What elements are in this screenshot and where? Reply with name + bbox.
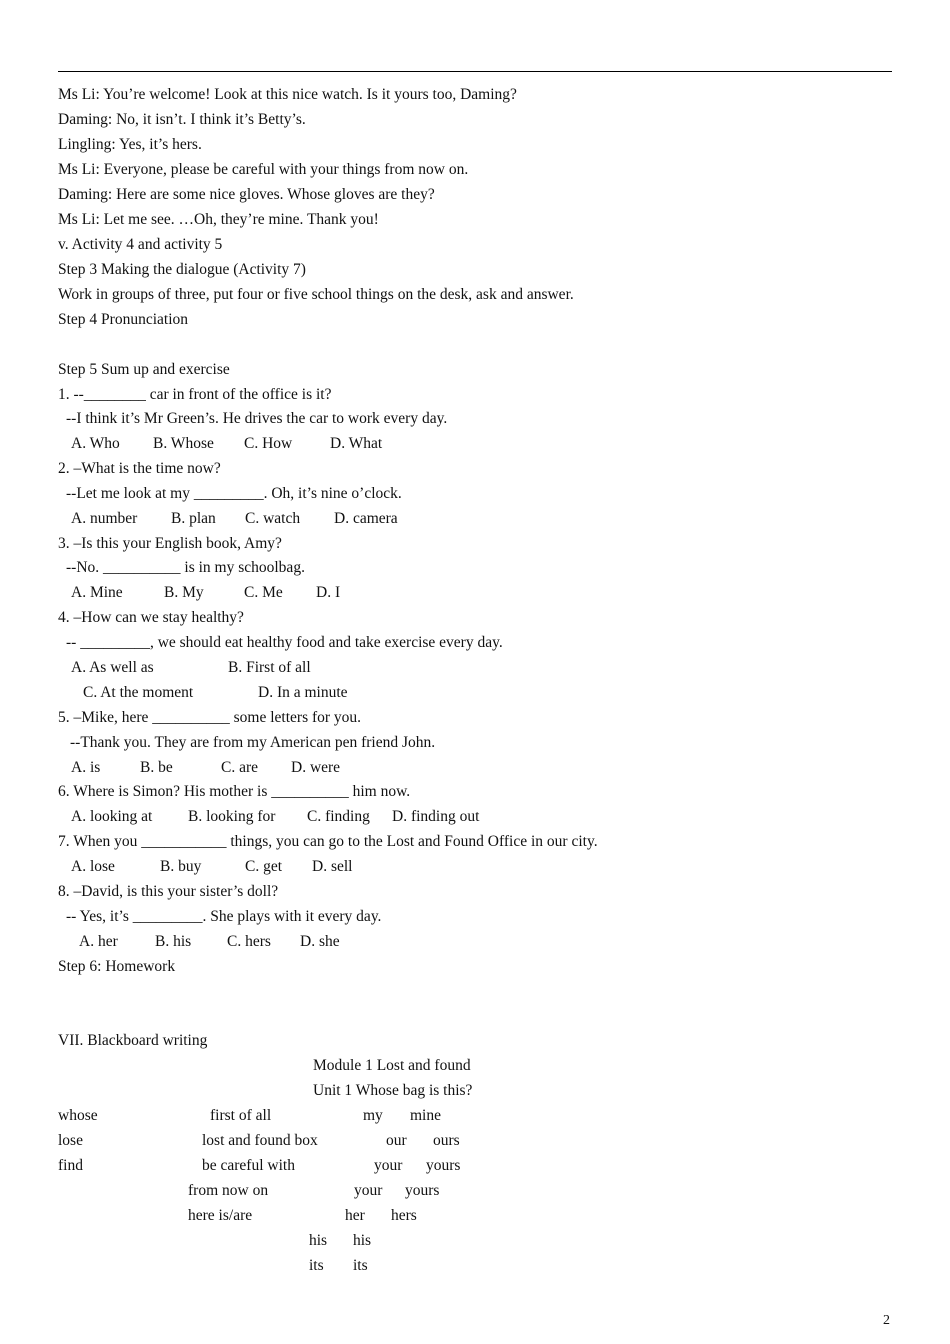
question-3-stem: 3. –Is this your English book, Amy?	[58, 535, 282, 552]
blackboard-phrase: from now on	[188, 1182, 269, 1199]
question-7-option-d: D. sell	[312, 858, 353, 875]
step-6-heading: Step 6: Homework	[58, 958, 176, 975]
pronoun-possessive: ours	[433, 1132, 460, 1149]
question-5-option-a: A. is	[71, 759, 101, 776]
question-1-option-b: B. Whose	[153, 435, 214, 452]
question-8-option-a: A. her	[79, 933, 118, 950]
question-5-option-d: D. were	[291, 759, 341, 776]
pronoun-possessive: mine	[410, 1107, 441, 1124]
pronoun-adjective: your	[354, 1182, 383, 1199]
step-4-heading: Step 4 Pronunciation	[58, 311, 189, 328]
step-3-heading: Step 3 Making the dialogue (Activity 7)	[58, 261, 306, 278]
question-3-option-a: A. Mine	[71, 584, 123, 601]
question-7-option-b: B. buy	[160, 858, 202, 875]
question-1-option-d: D. What	[330, 435, 383, 452]
question-6-option-a: A. looking at	[71, 808, 153, 825]
pronoun-adjective: her	[345, 1207, 365, 1224]
question-6-option-c: C. finding	[307, 808, 370, 825]
pronoun-possessive: its	[353, 1257, 368, 1274]
question-2-option-b: B. plan	[171, 510, 216, 527]
blackboard-phrase: first of all	[210, 1107, 272, 1124]
dialogue-line: Ms Li: You’re welcome! Look at this nice watch. Is it yours too, Daming?	[58, 86, 517, 103]
question-2-reply: --Let me look at my _________. Oh, it’s nine o’clock.	[66, 485, 402, 502]
question-3-option-c: C. Me	[244, 584, 283, 601]
question-5-option-c: C. are	[221, 759, 259, 776]
header-rule	[58, 71, 892, 72]
question-5-stem: 5. –Mike, here __________ some letters for you.	[58, 709, 362, 726]
blackboard-phrase: here is/are	[188, 1207, 253, 1224]
blackboard-phrase: lost and found box	[202, 1132, 318, 1149]
question-8-option-c: C. hers	[227, 933, 271, 950]
step-3-description: Work in groups of three, put four or five school things on the desk, ask and answer.	[58, 286, 574, 303]
question-3-option-b: B. My	[164, 584, 204, 601]
blackboard-word: lose	[58, 1132, 83, 1149]
question-4-option-d: D. In a minute	[258, 684, 348, 701]
activity-line: v. Activity 4 and activity 5	[58, 236, 223, 253]
pronoun-possessive: hers	[391, 1207, 417, 1224]
question-4-option-b: B. First of all	[228, 659, 311, 676]
question-6-option-b: B. looking for	[188, 808, 276, 825]
question-1-stem: 1. --________ car in front of the office is it?	[58, 386, 332, 403]
question-8-reply: -- Yes, it’s _________. She plays with it every day.	[66, 908, 382, 925]
blackboard-heading: VII. Blackboard writing	[58, 1032, 208, 1049]
question-8-stem: 8. –David, is this your sister’s doll?	[58, 883, 279, 900]
pronoun-possessive: yours	[405, 1182, 440, 1199]
blackboard-word: find	[58, 1157, 83, 1174]
question-1-reply: --I think it’s Mr Green’s. He drives the car to work every day.	[66, 410, 448, 427]
question-6-stem: 6. Where is Simon? His mother is __________ him now.	[58, 783, 411, 800]
question-4-stem: 4. –How can we stay healthy?	[58, 609, 244, 626]
question-1-option-c: C. How	[244, 435, 293, 452]
blackboard-word: whose	[58, 1107, 98, 1124]
question-5-option-b: B. be	[140, 759, 173, 776]
question-4-option-a: A. As well as	[71, 659, 154, 676]
question-7-option-c: C. get	[245, 858, 283, 875]
question-3-reply: --No. __________ is in my schoolbag.	[66, 559, 305, 576]
dialogue-line: Ms Li: Everyone, please be careful with your things from now on.	[58, 161, 469, 178]
question-8-option-b: B. his	[155, 933, 192, 950]
pronoun-adjective: its	[309, 1257, 324, 1274]
question-8-option-d: D. she	[300, 933, 340, 950]
dialogue-line: Ms Li: Let me see. …Oh, they’re mine. Thank you!	[58, 211, 379, 228]
pronoun-adjective: our	[386, 1132, 407, 1149]
question-2-option-d: D. camera	[334, 510, 398, 527]
question-6-option-d: D. finding out	[392, 808, 480, 825]
question-7-stem: 7. When you ___________ things, you can go to the Lost and Found Office in our city.	[58, 833, 598, 850]
step-5-heading: Step 5 Sum up and exercise	[58, 361, 230, 378]
question-2-option-a: A. number	[71, 510, 138, 527]
blackboard-title-module: Module 1 Lost and found	[313, 1057, 471, 1074]
blackboard-phrase: be careful with	[202, 1157, 295, 1174]
dialogue-line: Daming: No, it isn’t. I think it’s Betty’s.	[58, 111, 306, 128]
pronoun-possessive: yours	[426, 1157, 461, 1174]
question-3-option-d: D. I	[316, 584, 341, 601]
pronoun-possessive: his	[353, 1232, 372, 1249]
question-2-option-c: C. watch	[245, 510, 301, 527]
question-1-option-a: A. Who	[71, 435, 120, 452]
pronoun-adjective: my	[363, 1107, 383, 1124]
question-4-option-c: C. At the moment	[83, 684, 194, 701]
question-7-option-a: A. lose	[71, 858, 115, 875]
dialogue-line: Lingling: Yes, it’s hers.	[58, 136, 202, 153]
question-4-reply: -- _________, we should eat healthy food and take exercise every day.	[66, 634, 503, 651]
blackboard-title-unit: Unit 1 Whose bag is this?	[313, 1082, 473, 1099]
page-number: 2	[883, 1313, 890, 1328]
pronoun-adjective: your	[374, 1157, 403, 1174]
question-5-reply: --Thank you. They are from my American pen friend John.	[70, 734, 436, 751]
pronoun-adjective: his	[309, 1232, 328, 1249]
question-2-stem: 2. –What is the time now?	[58, 460, 221, 477]
dialogue-line: Daming: Here are some nice gloves. Whose gloves are they?	[58, 186, 435, 203]
